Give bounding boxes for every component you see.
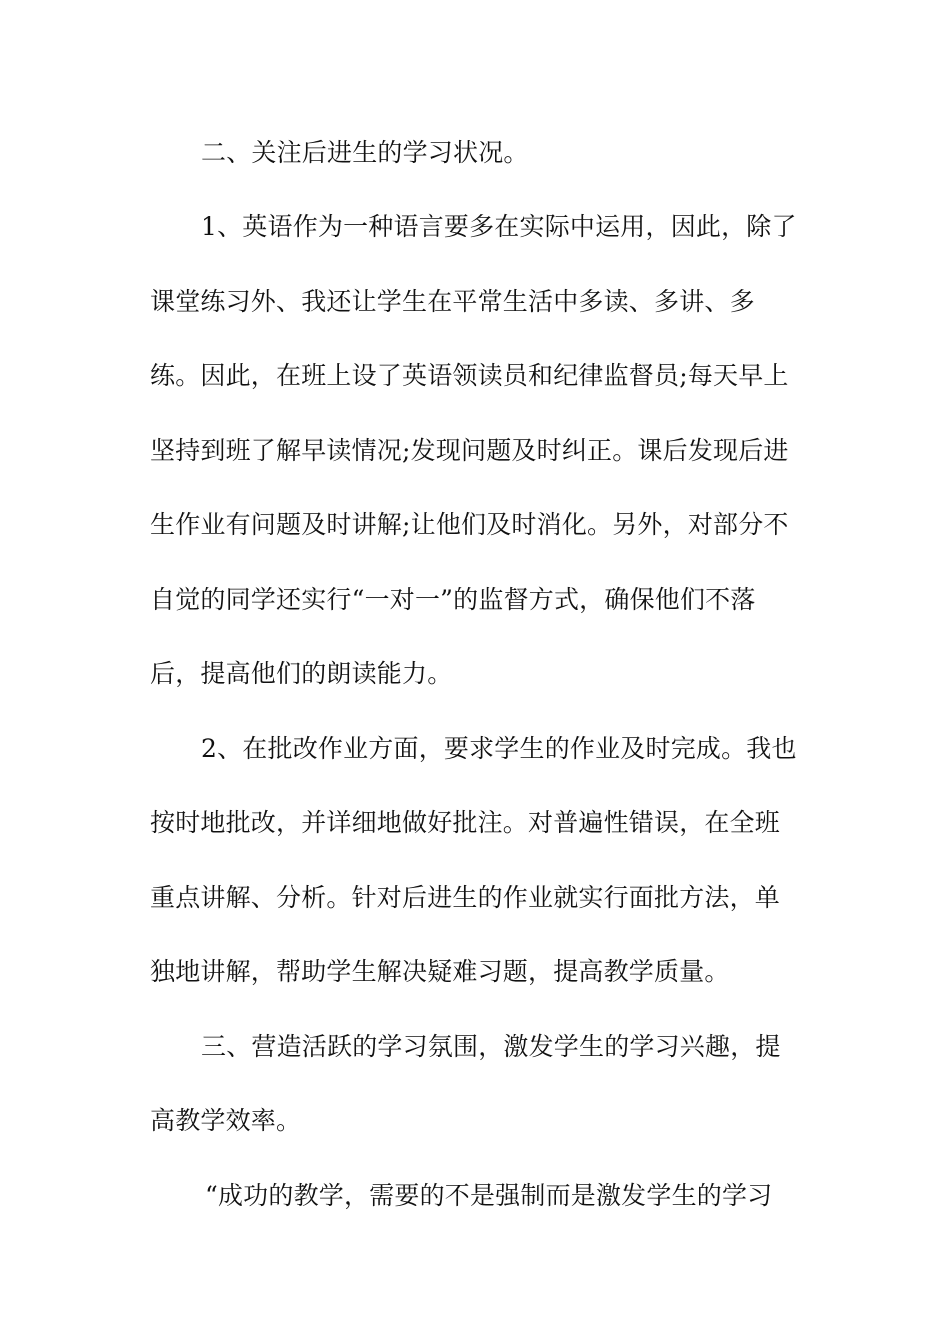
paragraph-line: 重点讲解、分析。针对后进生的作业就实行面批方法，单 [150,883,781,912]
paragraph-line: 独地讲解，帮助学生解决疑难习题，提高教学质量。 [150,957,730,986]
paragraph-line: 2、在批改作业方面，要求学生的作业及时完成。我也 [201,734,797,763]
paragraph-line: 1、英语作为一种语言要多在实际中运用，因此，除了 [201,212,797,241]
paragraph-line: 后，提高他们的朗读能力。 [150,659,453,688]
section-heading: 二、关注后进生的学习状况。 [201,138,529,167]
paragraph-line: 自觉的同学还实行“一对一”的监督方式，确保他们不落 [150,585,756,614]
paragraph-line: “成功的教学，需要的不是强制而是激发学生的学习 [205,1181,773,1210]
paragraph-line: 坚持到班了解早读情况;发现问题及时纠正。课后发现后进 [150,436,789,465]
section-heading: 三、营造活跃的学习氛围，激发学生的学习兴趣，提 [201,1032,781,1061]
paragraph-line: 按时地批改，并详细地做好批注。对普遍性错误，在全班 [150,808,781,837]
paragraph-line: 课堂练习外、我还让学生在平常生活中多读、多讲、多 [150,287,755,316]
paragraph-line: 高教学效率。 [150,1106,302,1135]
paragraph-line: 生作业有问题及时讲解;让他们及时消化。另外，对部分不 [150,510,789,539]
paragraph-line: 练。因此，在班上设了英语领读员和纪律监督员;每天早上 [150,361,789,390]
